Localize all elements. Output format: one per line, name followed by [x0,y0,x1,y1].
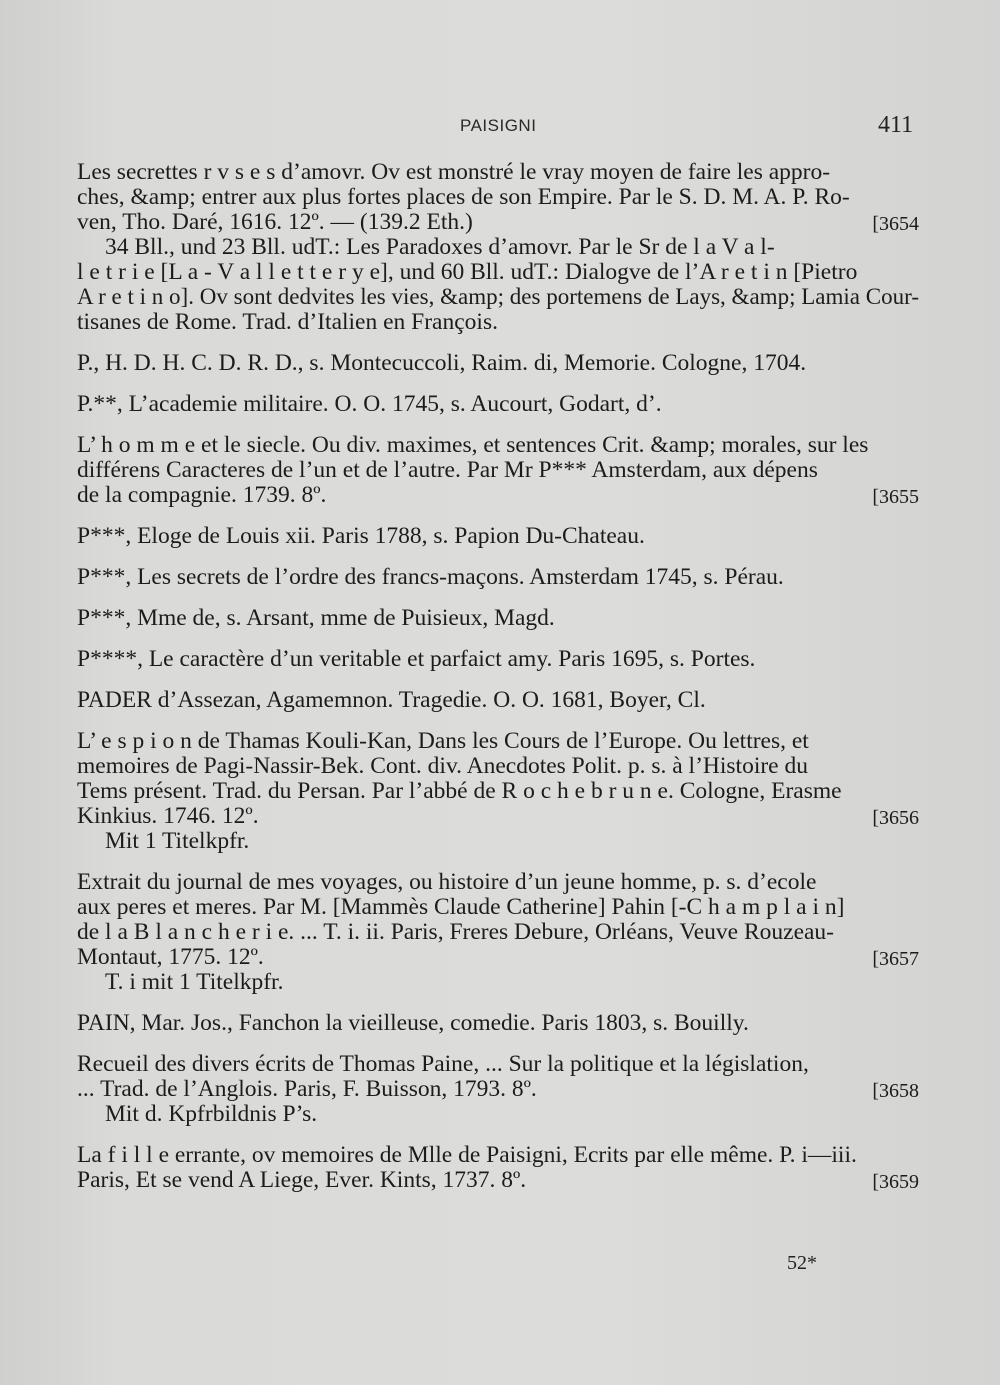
entry-text: P***, Les secrets de l’ordre des francs-maçons. Amsterdam 1745, s. Pérau. [77,564,784,590]
entry-text: de l a B l a n c h e r i e. ... T. i. ii. Paris, Freres Debure, Orléans, Veuve Rouzeau- [77,919,835,945]
catalogue-entry [77,392,919,417]
entry-number: [3657 [872,948,919,970]
entry-line [77,392,919,417]
entry-line [77,970,919,995]
catalogue-entry [77,1052,919,1127]
entry-text: ... Trad. de l’Anglois. Paris, F. Buisson, 1793. 8º. [77,1076,537,1102]
entry-number: [3654 [872,213,919,235]
entry-line [77,1102,919,1127]
entry-text: Montaut, 1775. 12º. [77,944,264,970]
entry-line [77,433,919,458]
catalogue-entry [77,433,919,508]
entry-line [77,185,919,210]
catalogue-entry [77,729,919,854]
entry-line [77,870,919,895]
catalogue-entry [77,160,919,335]
entry-line [77,945,919,970]
entry-text: P., H. D. H. C. D. R. D., s. Montecuccoli, Raim. di, Memorie. Cologne, 1704. [77,350,807,376]
running-title: PAISIGNI [460,116,537,135]
entry-line [77,458,919,483]
entry-line [77,729,919,754]
catalogue-entries [77,160,919,1209]
entry-number: [3656 [872,807,919,829]
entry-line [77,1052,919,1077]
entry-text: P***, Mme de, s. Arsant, mme de Puisieux, Magd. [77,605,555,631]
entry-line [77,754,919,779]
entry-number: [3658 [872,1080,919,1102]
entry-line [77,565,919,590]
catalogue-entry [77,565,919,590]
entry-text: Les secrettes r v s e s d’amovr. Ov est monstré le vray moyen de faire les appro- [77,159,831,185]
entry-line [77,483,919,508]
entry-line [77,1011,919,1036]
entry-line [77,1168,919,1193]
entry-text: tisanes de Rome. Trad. d’Italien en François. [77,309,498,335]
entry-text: memoires de Pagi-Nassir-Bek. Cont. div. Anecdotes Polit. p. s. à l’Histoire du [77,753,808,779]
entry-line [77,804,919,829]
entry-line [77,351,919,376]
entry-line [77,285,919,310]
entry-line [77,920,919,945]
entry-line [77,606,919,631]
catalogue-entry [77,647,919,672]
entry-number: [3655 [872,486,919,508]
entry-text: ches, &amp; entrer aux plus fortes places de son Empire. Par le S. D. M. A. P. Ro- [77,184,850,210]
entry-line [77,260,919,285]
catalogue-entry [77,606,919,631]
entry-text: A r e t i n o]. Ov sont dedvites les vies, &amp; des portemens de Lays, &amp; Lamia Cour- [77,284,920,310]
entry-text: La f i l l e errante, ov memoires de Mlle de Paisigni, Ecrits par elle même. P. i—iii. [77,1142,857,1168]
entry-text: Extrait du journal de mes voyages, ou histoire d’un jeune homme, p. s. d’ecole [77,869,817,895]
entry-text: P.**, L’academie militaire. O. O. 1745, s. Aucourt, Godart, d’. [77,391,662,417]
catalogue-entry [77,688,919,713]
signature-mark: 52* [787,1252,817,1274]
entry-text: différens Caracteres de l’un et de l’autre. Par Mr P*** Amsterdam, aux dépens [77,457,818,483]
entry-text: ven, Tho. Daré, 1616. 12º. — (139.2 Eth.) [77,209,473,235]
entry-number: [3659 [872,1171,919,1193]
catalogue-entry [77,1143,919,1193]
entry-line [77,779,919,804]
entry-text: Tems présent. Trad. du Persan. Par l’abbé de R o c h e b r u n e. Cologne, Erasme [77,778,842,804]
catalogue-entry [77,870,919,995]
entry-text: l e t r i e [L a - V a l l e t t e r y e], und 60 Bll. udT.: Dialogve de l’A r e t i n [Pietro [77,259,858,285]
entry-line [77,524,919,549]
entry-text: L’ h o m m e et le siecle. Ou div. maximes, et sentences Crit. &amp; morales, sur les [77,432,869,458]
entry-text: P****, Le caractère d’un veritable et parfaict amy. Paris 1695, s. Portes. [77,646,756,672]
entry-line [77,1077,919,1102]
entry-text: aux peres et meres. Par M. [Mammès Claude Catherine] Pahin [-C h a m p l a i n] [77,894,845,920]
entry-text: T. i mit 1 Titelkpfr. [105,969,284,995]
entry-text: Mit d. Kpfrbildnis P’s. [105,1101,318,1127]
entry-line [77,647,919,672]
page-header [0,112,1000,146]
page-number: 411 [878,112,914,138]
entry-text: PADER d’Assezan, Agamemnon. Tragedie. O. O. 1681, Boyer, Cl. [77,687,706,713]
entry-line [77,210,919,235]
catalogue-entry [77,524,919,549]
entry-text: Paris, Et se vend A Liege, Ever. Kints, 1737. 8º. [77,1167,527,1193]
entry-text: 34 Bll., und 23 Bll. udT.: Les Paradoxes d’amovr. Par le Sr de l a V a l- [105,234,775,260]
entry-text: de la compagnie. 1739. 8º. [77,482,327,508]
entry-line [77,160,919,185]
entry-line [77,688,919,713]
entry-text: P***, Eloge de Louis xii. Paris 1788, s. Papion Du-Chateau. [77,523,645,549]
catalogue-entry [77,1011,919,1036]
entry-line [77,235,919,260]
entry-line [77,895,919,920]
entry-line [77,829,919,854]
entry-text: L’ e s p i o n de Thamas Kouli-Kan, Dans les Cours de l’Europe. Ou lettres, et [77,728,809,754]
entry-text: Kinkius. 1746. 12º. [77,803,259,829]
entry-text: Mit 1 Titelkpfr. [105,828,250,854]
entry-text: PAIN, Mar. Jos., Fanchon la vieilleuse, comedie. Paris 1803, s. Bouilly. [77,1010,749,1036]
catalogue-entry [77,351,919,376]
entry-line [77,1143,919,1168]
entry-line [77,310,919,335]
entry-text: Recueil des divers écrits de Thomas Paine, ... Sur la politique et la législation, [77,1051,809,1077]
